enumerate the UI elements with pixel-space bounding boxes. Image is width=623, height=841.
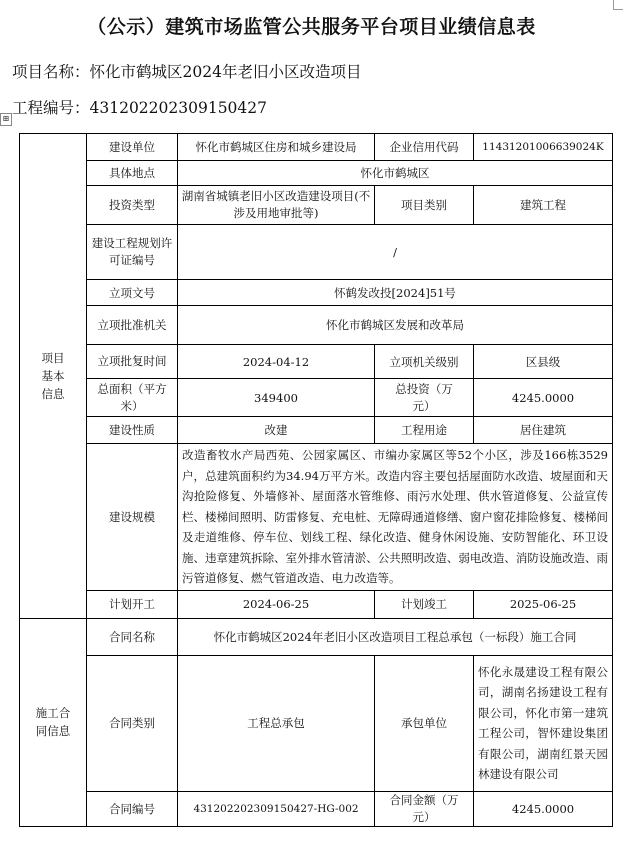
table-row	[20, 618, 613, 655]
value-total-area: 349400	[178, 379, 375, 417]
label-engineering-use: 工程用途	[375, 417, 474, 444]
section-label-construction: 施工合同信息	[20, 618, 87, 826]
label-contract-type: 合同类别	[87, 655, 178, 791]
label-planned-finish: 计划竣工	[375, 590, 474, 618]
value-investment-type: 湖南省城镇老旧小区改造建设项目(不涉及用地审批等)	[178, 186, 375, 225]
table-row	[20, 225, 613, 280]
label-authority-level: 立项机关级别	[375, 345, 474, 379]
value-total-investment: 4245.0000	[474, 379, 613, 417]
value-contract-amount: 4245.0000	[474, 791, 613, 826]
value-project-category: 建筑工程	[474, 186, 613, 225]
label-contractor: 承包单位	[375, 655, 474, 791]
label-contract-no: 合同编号	[87, 791, 178, 826]
value-contract-no: 431202202309150427-HG-002	[178, 791, 375, 826]
label-total-area: 总面积（平方米）	[87, 379, 178, 417]
label-approval-authority: 立项批准机关	[87, 306, 178, 345]
table-row	[20, 379, 613, 417]
value-approval-authority: 怀化市鹤城区发展和改革局	[178, 306, 613, 345]
value-builder: 怀化市鹤城区住房和城乡建设局	[178, 134, 375, 161]
label-contract-amount: 合同金额（万元）	[375, 791, 474, 826]
value-planning-permit: /	[178, 225, 613, 280]
value-engineering-use: 居住建筑	[474, 417, 613, 444]
value-contract-name: 怀化市鹤城区2024年老旧小区改造项目工程总承包（一标段）施工合同	[178, 618, 613, 655]
table-row	[20, 134, 613, 161]
value-approval-doc: 怀鹤发改投[2024]51号	[178, 280, 613, 306]
value-planned-finish: 2025-06-25	[474, 590, 613, 618]
label-approval-doc: 立项文号	[87, 280, 178, 306]
table-row	[20, 345, 613, 379]
table-row	[20, 655, 613, 791]
label-approval-date: 立项批复时间	[87, 345, 178, 379]
label-total-investment: 总投资（万元）	[375, 379, 474, 417]
value-location: 怀化市鹤城区	[178, 161, 613, 186]
value-planned-start: 2024-06-25	[178, 590, 375, 618]
project-name-line: 项目名称：怀化市鹤城区2024年老旧小区改造项目	[12, 63, 362, 81]
label-construction-scale: 建设规模	[87, 444, 178, 591]
label-contract-name: 合同名称	[87, 618, 178, 655]
table-row	[20, 791, 613, 826]
label-location: 具体地点	[87, 161, 178, 186]
table-row	[20, 280, 613, 306]
table-row	[20, 306, 613, 345]
label-planning-permit: 建设工程规划许可证编号	[87, 225, 178, 280]
value-contractor: 怀化永晟建设工程有限公司，湖南名扬建设工程有限公司，怀化市第一建筑工程公司，智怀建设集团有限公司，湖南红景天园林建设有限公司	[474, 655, 613, 791]
table-row	[20, 417, 613, 444]
value-construction-nature: 改建	[178, 417, 375, 444]
table-move-handle-icon[interactable]: ⊞	[0, 113, 12, 126]
label-planned-start: 计划开工	[87, 590, 178, 618]
table-row	[20, 444, 613, 591]
value-construction-scale: 改造畜牧水产局西苑、公园家属区、市编办家属区等52个小区，涉及166栋3529户，总建筑面积约为34.94万平方米。改造内容主要包括屋面防水改造、坡屋面和天沟抢险修复、外墙修补、屋面落水管维修、雨污水处理、供水管道修复、公益宣传栏、楼梯间照明、防雷修复、充电桩、无障碍通道修缮、窗户窗花排险修复、楼梯间及走道维修、停车位、划线工程、绿化改造、健身休闲设施、安防智能化、环卫设施、违章建筑拆除、室外排水管清淤、公共照明改造、弱电改造、消防设施改造、雨污管道修复、燃气管道改造、电力改造等。	[178, 444, 613, 591]
value-credit-code: 11431201006639024K	[474, 134, 613, 161]
label-construction-nature: 建设性质	[87, 417, 178, 444]
label-investment-type: 投资类型	[87, 186, 178, 225]
value-authority-level: 区县级	[474, 345, 613, 379]
table-row	[20, 161, 613, 186]
value-contract-type: 工程总承包	[178, 655, 375, 791]
label-project-category: 项目类别	[375, 186, 474, 225]
label-credit-code: 企业信用代码	[375, 134, 474, 161]
table-row	[20, 186, 613, 225]
label-builder: 建设单位	[87, 134, 178, 161]
value-approval-date: 2024-04-12	[178, 345, 375, 379]
project-info-table	[19, 133, 613, 827]
project-number-line: 工程编号：431202202309150427	[12, 99, 268, 117]
table-row	[20, 590, 613, 618]
page-title: （公示）建筑市场监管公共服务平台项目业绩信息表	[87, 16, 536, 38]
page-corner-mark	[613, 0, 623, 10]
section-label-basic: 项目基本信息	[20, 134, 87, 619]
